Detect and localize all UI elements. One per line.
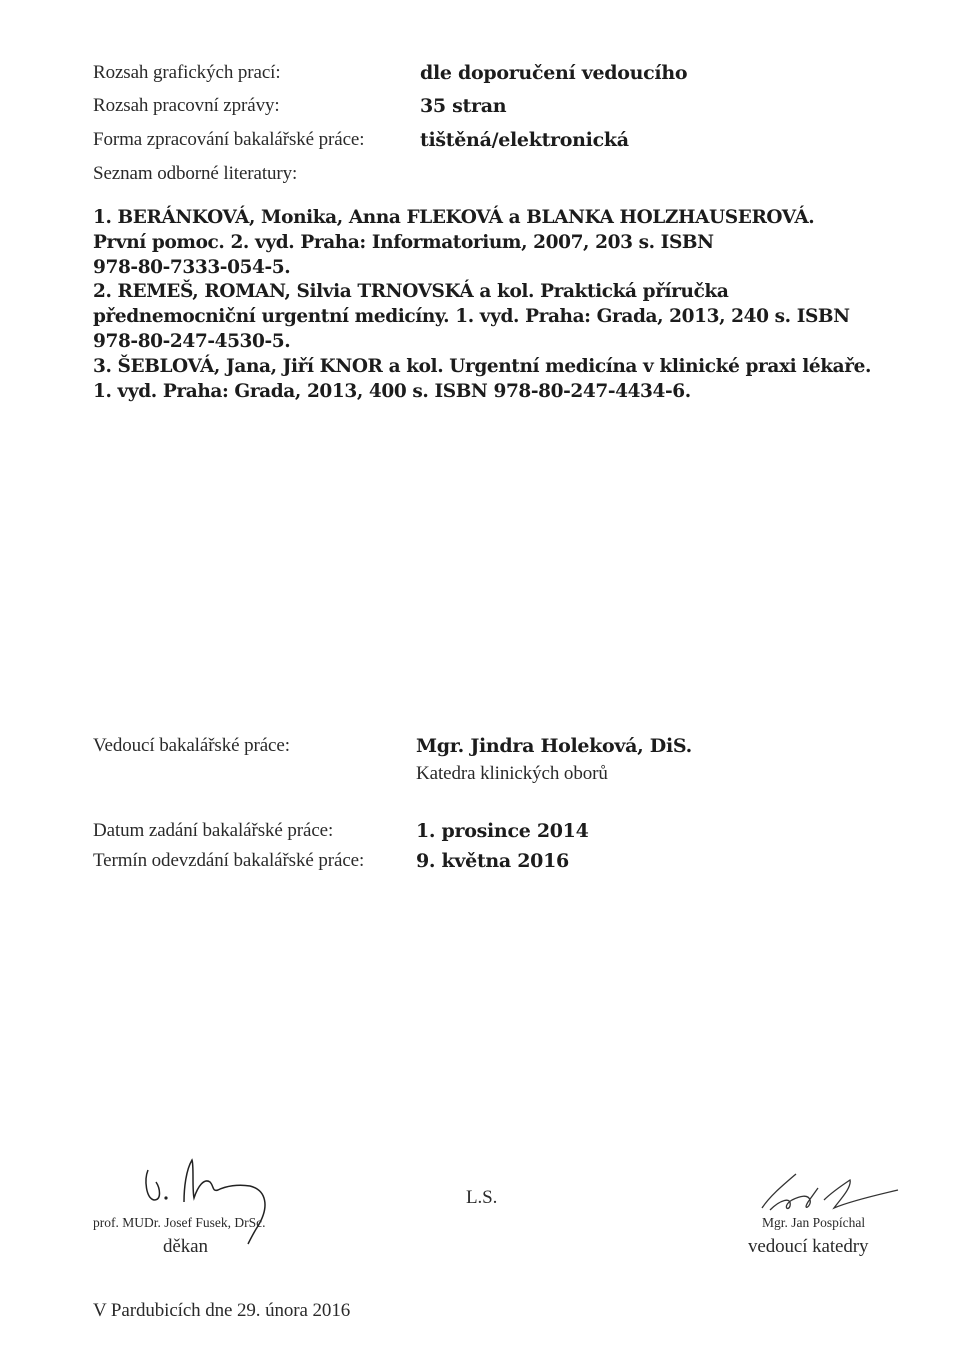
- graphics-scope-label: Rozsah grafických prací:: [93, 62, 281, 83]
- literature-line: 978-80-247-4530-5.: [93, 331, 291, 352]
- report-scope-value: 35 stran: [420, 95, 507, 117]
- literature-line: 2. REMEŠ, ROMAN, Silvia TRNOVSKÁ a kol. Praktická příručka: [93, 281, 729, 302]
- literature-line: 1. vyd. Praha: Grada, 2013, 400 s. ISBN 978-80-247-4434-6.: [93, 381, 691, 402]
- head-title: vedoucí katedry: [748, 1236, 869, 1257]
- place-and-date: V Pardubicích dne 29. února 2016: [93, 1300, 351, 1321]
- literature-line: přednemocniční urgentní medicíny. 1. vyd. Praha: Grada, 2013, 240 s. ISBN: [93, 306, 850, 327]
- dean-signature-image: [140, 1148, 290, 1248]
- dean-title: děkan: [163, 1236, 208, 1257]
- due-date-label: Termín odevzdání bakalářské práce:: [93, 850, 365, 871]
- dean-name: prof. MUDr. Josef Fusek, DrSc.: [93, 1215, 266, 1230]
- supervisor-name: Mgr. Jindra Holeková, DiS.: [416, 735, 692, 757]
- due-date-value: 9. května 2016: [416, 850, 569, 872]
- literature-line: 3. ŠEBLOVÁ, Jana, Jiří KNOR a kol. Urgentní medicína v klinické praxi lékaře.: [93, 356, 872, 377]
- literature-label: Seznam odborné literatury:: [93, 163, 298, 184]
- assignment-date-label: Datum zadání bakalářské práce:: [93, 820, 334, 841]
- assignment-date-value: 1. prosince 2014: [416, 820, 589, 842]
- thesis-form-value: tištěná/elektronická: [420, 129, 629, 151]
- report-scope-label: Rozsah pracovní zprávy:: [93, 95, 280, 116]
- literature-line: 1. BERÁNKOVÁ, Monika, Anna FLEKOVÁ a BLANKA HOLZHAUSEROVÁ.: [93, 207, 815, 228]
- head-name: Mgr. Jan Pospíchal: [762, 1215, 866, 1230]
- supervisor-department: Katedra klinických oborů: [416, 763, 608, 784]
- graphics-scope-value: dle doporučení vedoucího: [420, 62, 688, 84]
- supervisor-label: Vedoucí bakalářské práce:: [93, 735, 290, 756]
- thesis-form-label: Forma zpracování bakalářské práce:: [93, 129, 365, 150]
- seal-mark: L.S.: [466, 1187, 498, 1208]
- literature-line: 978-80-7333-054-5.: [93, 257, 291, 278]
- literature-line: První pomoc. 2. vyd. Praha: Informatorium, 2007, 203 s. ISBN: [93, 232, 714, 253]
